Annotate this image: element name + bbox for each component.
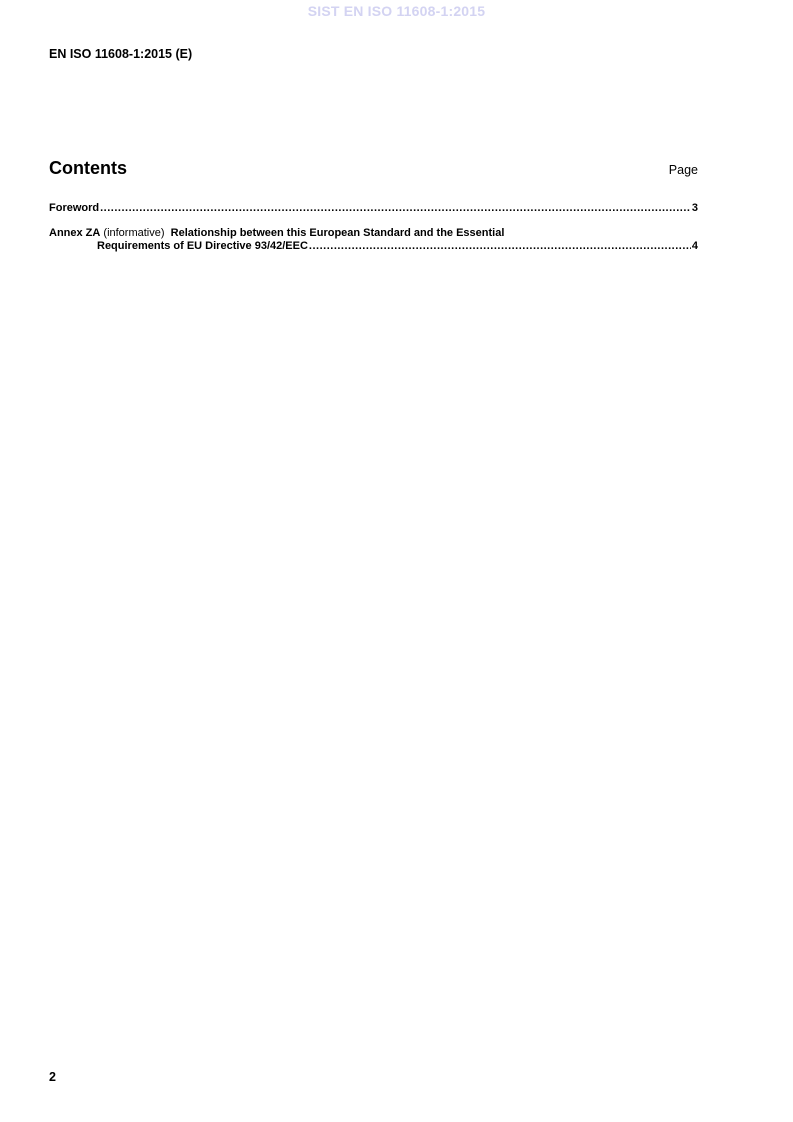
document-id-header: EN ISO 11608-1:2015 (E)	[49, 47, 193, 61]
toc-entry-page: 3	[691, 202, 698, 214]
toc-entry-page: 4	[691, 240, 698, 252]
page-column-label: Page	[668, 163, 698, 177]
page-number: 2	[49, 1070, 56, 1084]
toc-entry-foreword[interactable]	[49, 202, 698, 215]
toc-entry-annex-za[interactable]	[49, 227, 698, 240]
contents-title: Contents	[49, 158, 127, 178]
toc-entry-annex-za-continuation[interactable]	[49, 240, 698, 253]
toc-entry-qualifier: (informative)	[103, 227, 165, 239]
toc-entry-title: Requirements of EU Directive 93/42/EEC	[97, 240, 308, 252]
toc-entry-title: Relationship between this European Standard and the Essential	[170, 227, 505, 239]
watermark: SIST EN ISO 11608-1:2015	[307, 3, 486, 19]
toc-dot-leader	[100, 202, 691, 215]
toc-entry-label: Foreword	[49, 202, 100, 214]
table-of-contents	[49, 202, 698, 253]
toc-entry-label: Annex ZA	[49, 227, 101, 239]
toc-dot-leader	[309, 240, 691, 253]
